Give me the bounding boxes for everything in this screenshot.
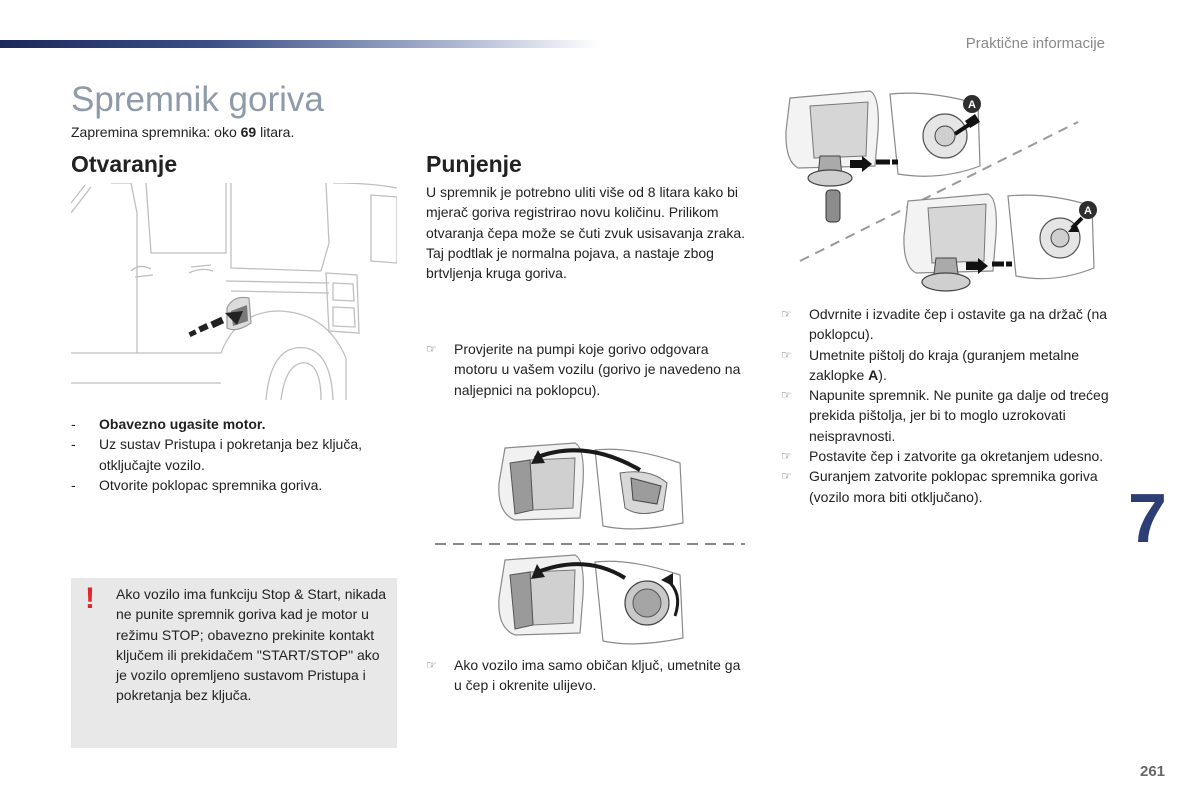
step-text: Odvrnite i izvadite čep i ostavite ga na držač (na poklopcu). — [809, 306, 1108, 343]
list-item — [71, 434, 397, 475]
vehicle-rear-illustration — [71, 183, 397, 400]
step-text: Umetnite pištolj do kraja (guranjem metalne zaklopke — [809, 346, 1080, 383]
capacity-prefix: Zapremina spremnika: oko — [71, 124, 237, 140]
warning-icon: ! — [85, 582, 95, 615]
capacity-value: 69 — [240, 124, 257, 140]
opening-steps — [71, 414, 397, 495]
list-item — [781, 466, 1111, 507]
filling-intro: U spremnik je potrebno uliti više od 8 litara kako bi mjerač goriva registrirao novu količinu. Prilikom otvaranja čepa može se čuti zvuk usisavanja zraka. Taj podtlak je normalna pojava, a nastaje zbog brtvljenja kruga goriva. — [426, 184, 746, 282]
pointer-icon: ☞ — [781, 449, 792, 464]
note-text: Provjerite na pumpi koje gorivo odgovara motoru u vašem vozilu (gorivo je navedeno na naljepnici na poklopcu). — [454, 341, 741, 398]
header-bar — [0, 40, 600, 48]
list-item — [781, 304, 1111, 345]
cap-key-illustration — [435, 438, 745, 648]
list-item — [781, 385, 1111, 446]
label-a-top: A — [968, 99, 976, 111]
page-title: Spremnik goriva — [71, 80, 324, 119]
filling-steps — [781, 304, 1111, 507]
section-label: Praktične informacije — [965, 35, 1105, 52]
pointer-icon: ☞ — [781, 388, 792, 403]
list-item — [781, 345, 1111, 386]
flap-label: A — [868, 366, 879, 383]
step-text: ). — [878, 366, 887, 383]
page-number: 261 — [1140, 763, 1166, 780]
warning-text: Ako vozilo ima funkciju Stop & Start, nikada ne punite spremnik goriva kad je motor u režimu STOP; obavezno prekinite kontakt ključem ili prekidačem "START/STOP" ako je vozilo opremljeno sustavom Pristupa i pokretanja bez ključa. — [116, 586, 387, 704]
list-item — [781, 446, 1111, 466]
heading-filling: Punjenje — [426, 151, 522, 177]
list-marker: - — [71, 436, 76, 453]
step-text: Postavite čep i zatvorite ga okretanjem udesno. — [809, 448, 1104, 465]
note-text: Ako vozilo ima samo običan ključ, umetnite ga u čep i okrenite ulijevo. — [454, 657, 741, 694]
step-text: Guranjem zatvorite poklopac spremnika goriva (vozilo mora biti otključano). — [809, 468, 1098, 505]
pointer-icon: ☞ — [781, 347, 792, 362]
simple-key-note — [426, 655, 751, 696]
capacity-line — [71, 124, 294, 140]
step-text: Otvorite poklopac spremnika goriva. — [99, 476, 323, 493]
pointer-icon: ☞ — [781, 469, 792, 484]
pointer-icon: ☞ — [426, 658, 437, 672]
capacity-suffix: litara. — [260, 124, 295, 140]
pointer-icon: ☞ — [781, 307, 792, 321]
pump-note — [426, 339, 751, 400]
list-item — [426, 655, 751, 696]
warning-box — [71, 578, 397, 748]
label-a-bottom: A — [1084, 205, 1092, 217]
filler-flap-illustration — [780, 86, 1110, 304]
heading-opening: Otvaranje — [71, 151, 178, 177]
list-marker: - — [71, 476, 76, 493]
step-text: Obavezno ugasite motor. — [99, 416, 266, 432]
chapter-number: 7 — [1128, 479, 1167, 557]
list-item — [426, 339, 751, 400]
step-text: Napunite spremnik. Ne punite ga dalje od trećeg prekida pištolja, jer bi to moglo uzrokovati neispravnosti. — [809, 387, 1109, 444]
step-text: Uz sustav Pristupa i pokretanja bez ključa, otključajte vozilo. — [99, 436, 363, 473]
list-marker: - — [71, 416, 76, 432]
pointer-icon: ☞ — [426, 342, 437, 356]
list-item — [71, 414, 397, 434]
list-item — [71, 475, 397, 495]
